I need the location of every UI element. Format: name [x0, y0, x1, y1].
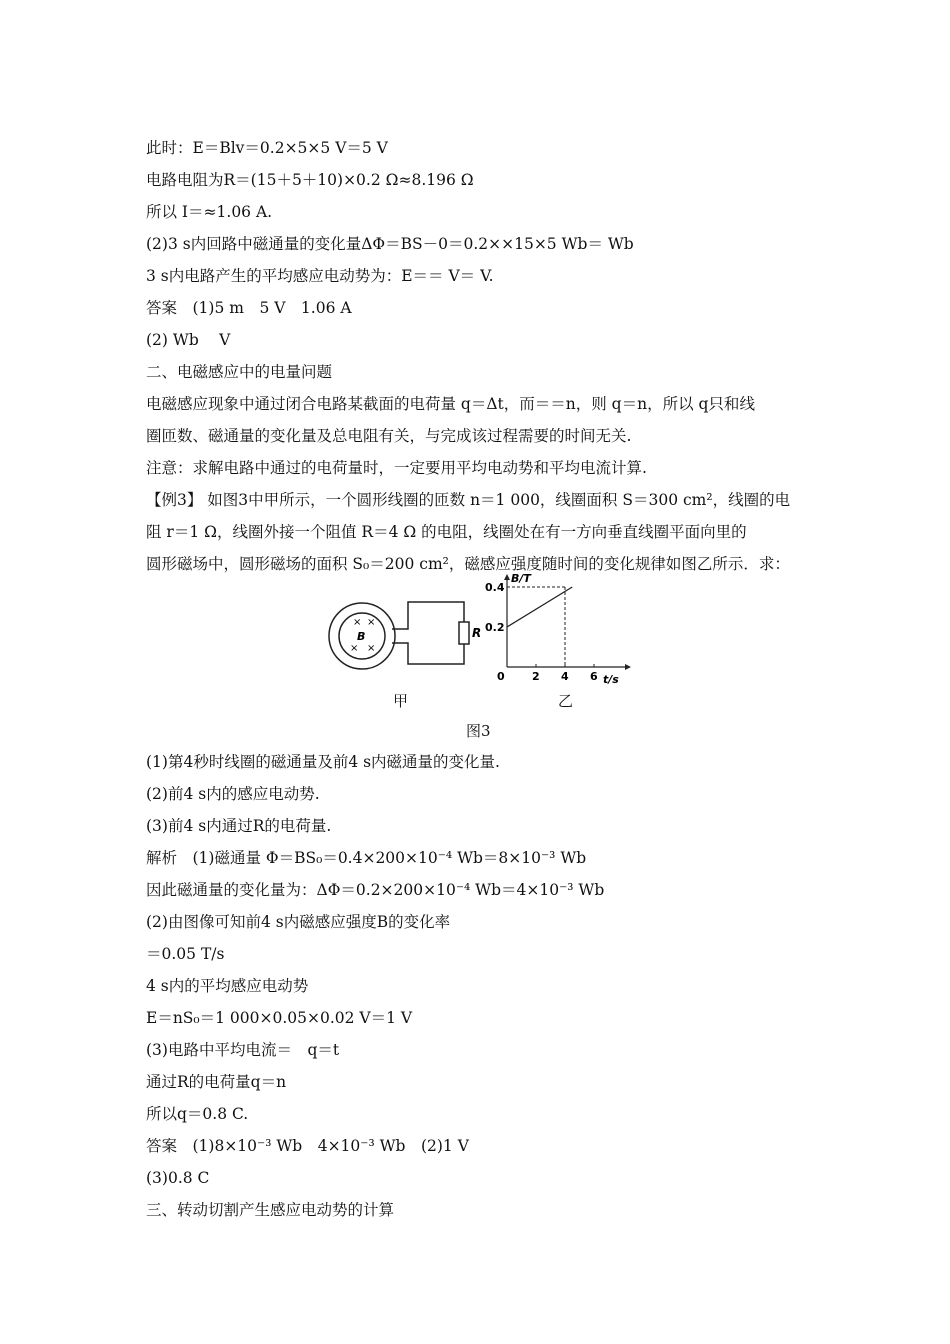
figure-label-right: 乙: [558, 692, 574, 710]
field-cross-1: ×: [353, 617, 362, 628]
text-line-1: 此时：E＝Blv＝0.2×5×5 V＝5 V: [146, 139, 388, 157]
question-2: (2)前4 s内的感应电动势.: [146, 785, 320, 803]
text-line-7: (2) Wb V: [146, 331, 231, 349]
example-3-line-3: 圆形磁场中，圆形磁场的面积 S₀＝200 cm²，磁感应强度随时间的变化规律如图乙所示．求：: [146, 555, 790, 573]
y-tick-label: 0.4: [485, 581, 505, 594]
field-cross-2: ×: [367, 617, 376, 628]
x-axis-label: t/s: [603, 673, 619, 686]
example-3-line-2: 阻 r＝1 Ω，线圈外接一个阻值 R＝4 Ω 的电阻，线圈处在有一方向垂直线圈平面向里的: [146, 523, 747, 541]
section-heading-2: 二、电磁感应中的电量问题: [146, 363, 333, 381]
text-line-5: 3 s内电路产生的平均感应电动势为：E＝＝ V＝ V.: [146, 267, 494, 285]
y-axis-label: B/T: [511, 572, 531, 585]
field-cross-3: ×: [350, 643, 359, 654]
b-t-graph: [485, 570, 635, 690]
solution-line-6: E＝nS₀＝1 000×0.05×0.02 V＝1 V: [146, 1009, 413, 1027]
field-cross-4: ×: [367, 643, 376, 654]
text-line-3: 所以 I＝≈1.06 A.: [146, 203, 273, 221]
solution-line-2: 因此磁通量的变化量为：ΔΦ＝0.2×200×10⁻⁴ Wb＝4×10⁻³ Wb: [146, 881, 605, 899]
series-line: [507, 587, 572, 627]
solution-line-5: 4 s内的平均感应电动势: [146, 977, 309, 995]
resistor-symbol: [459, 622, 469, 644]
section-heading-3: 三、转动切割产生感应电动势的计算: [146, 1201, 395, 1219]
x-tick-label: 6: [590, 670, 598, 683]
text-line-11: 注意：求解电路中通过的电荷量时，一定要用平均电动势和平均电流计算.: [146, 459, 647, 477]
solution-line-9: 所以q＝0.8 C.: [146, 1105, 249, 1123]
solution-line-3: (2)由图像可知前4 s内磁感应强度B的变化率: [146, 913, 451, 931]
resistor-label: R: [472, 626, 482, 640]
answer-line-1: 答案 (1)8×10⁻³ Wb 4×10⁻³ Wb (2)1 V: [146, 1137, 469, 1155]
text-line-6: 答案 (1)5 m 5 V 1.06 A: [146, 299, 352, 317]
solution-line-1: 解析 (1)磁通量 Φ＝BS₀＝0.4×200×10⁻⁴ Wb＝8×10⁻³ Wb: [146, 849, 587, 867]
solution-line-7: (3)电路中平均电流＝ q＝t: [146, 1041, 340, 1059]
solution-line-8: 通过R的电荷量q＝n: [146, 1073, 287, 1091]
x-tick-label: 4: [561, 670, 569, 683]
coil-circuit-figure: [320, 590, 480, 700]
text-line-10: 圈匝数、磁通量的变化量及总电阻有关，与完成该过程需要的时间无关.: [146, 427, 632, 445]
x-axis-arrow: [625, 664, 631, 670]
figure-label-left: 甲: [393, 692, 409, 710]
text-line-2: 电路电阻为R＝(15＋5＋10)×0.2 Ω≈8.196 Ω: [146, 171, 474, 189]
figure-caption: 图3: [466, 722, 491, 740]
x-tick-label: 2: [532, 670, 540, 683]
answer-line-2: (3)0.8 C: [146, 1169, 210, 1187]
solution-line-4: ＝0.05 T/s: [146, 945, 225, 963]
x-tick-label: 0: [497, 670, 505, 683]
question-1: (1)第4秒时线圈的磁通量及前4 s内磁通量的变化量.: [146, 753, 500, 771]
y-tick-label: 0.2: [485, 621, 505, 634]
text-line-4: (2)3 s内回路中磁通量的变化量ΔΦ＝BS－0＝0.2××15×5 Wb＝ Wb: [146, 235, 634, 253]
example-3-line-1: 【例3】 如图3中甲所示，一个圆形线圈的匝数 n＝1 000，线圈面积 S＝300 cm²，线圈的电: [146, 491, 791, 509]
question-3: (3)前4 s内通过R的电荷量.: [146, 817, 332, 835]
field-label: B: [357, 630, 366, 643]
text-line-9: 电磁感应现象中通过闭合电路某截面的电荷量 q＝Δt，而＝＝n，则 q＝n，所以 q只和线: [146, 395, 755, 413]
y-axis-arrow: [504, 574, 510, 580]
